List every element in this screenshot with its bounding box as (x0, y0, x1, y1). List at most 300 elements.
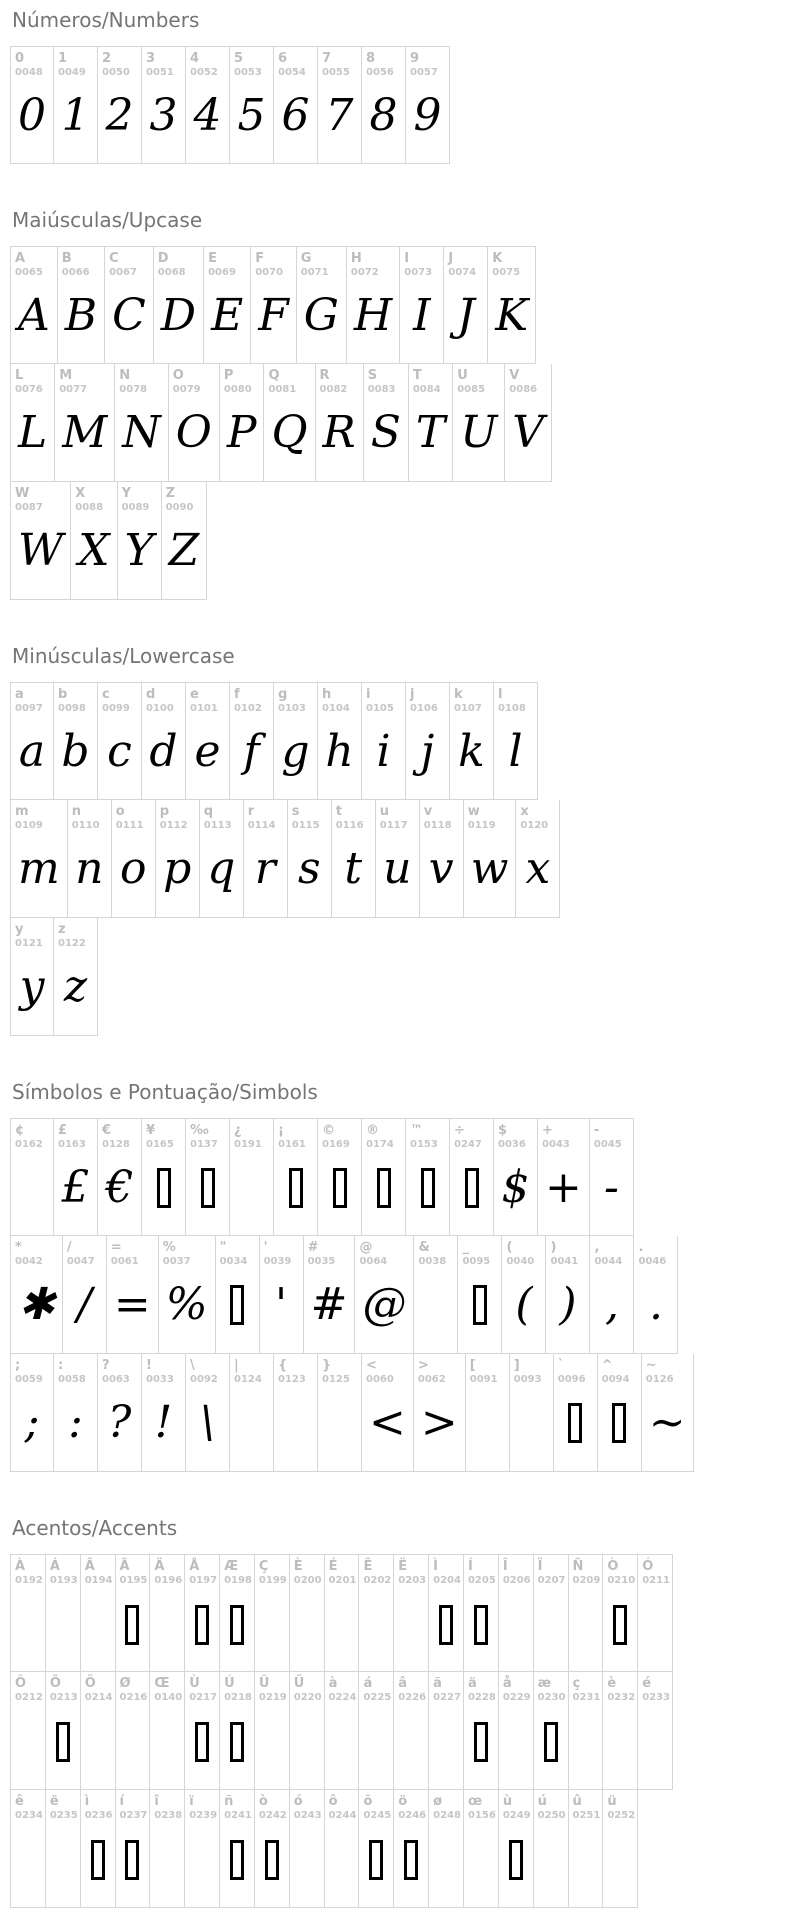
char-code: 0245 (363, 1809, 392, 1821)
char-cell (290, 1672, 325, 1790)
char-code: 0201 (328, 1574, 357, 1586)
char-cell (10, 1354, 54, 1472)
char-label: k (454, 687, 463, 702)
glyph-area (46, 1822, 80, 1907)
char-label: œ (467, 1794, 483, 1809)
char-glyph: / (76, 1279, 92, 1331)
char-cell-header (394, 1555, 428, 1587)
char-label: Y (121, 486, 131, 501)
char-cell-header (554, 1354, 597, 1386)
char-label: Ú (224, 1676, 235, 1691)
glyph-area (11, 514, 70, 599)
char-cell (186, 1354, 230, 1472)
glyph-area (220, 1587, 254, 1671)
char-cell (499, 1790, 534, 1908)
char-label: C (109, 251, 119, 266)
missing-glyph-box (509, 1840, 523, 1880)
char-code: 0162 (15, 1138, 43, 1150)
glyph-area (260, 1268, 303, 1353)
glyph-area (376, 832, 419, 917)
empty-glyph (302, 1605, 312, 1645)
font-section (10, 1080, 810, 1472)
empty-glyph (162, 1722, 172, 1762)
missing-glyph-box (289, 1168, 303, 1208)
char-cell-header (603, 1790, 637, 1822)
char-cell-header (510, 1354, 553, 1386)
glyph-area (11, 715, 53, 799)
char-label: V (509, 368, 520, 383)
char-code: 0237 (119, 1809, 148, 1821)
char-cell-header (538, 1119, 589, 1151)
char-cell (359, 1790, 394, 1908)
char-code: 0055 (322, 66, 350, 78)
glyph-area (216, 1268, 259, 1353)
glyph-area (204, 279, 250, 363)
char-code: 0216 (119, 1691, 148, 1703)
glyph-area (429, 1704, 463, 1789)
char-cell-header (255, 1790, 289, 1822)
char-label: Ë (398, 1559, 408, 1574)
char-cell (162, 482, 208, 600)
char-code: 0106 (410, 702, 438, 714)
char-cell-header (400, 247, 443, 279)
glyph-area (394, 1587, 428, 1671)
char-glyph: = (113, 1279, 151, 1331)
char-code: 0105 (366, 702, 394, 714)
glyph-area (200, 832, 243, 917)
char-code: 0086 (509, 383, 538, 395)
glyph-area (429, 1587, 463, 1671)
char-cell-header (185, 1555, 219, 1587)
char-glyph: 0 (18, 89, 46, 141)
char-cell (112, 800, 156, 918)
char-label: a (15, 687, 24, 702)
glyph-area (71, 514, 116, 599)
char-code: 0197 (189, 1574, 218, 1586)
char-label: n (71, 804, 81, 819)
char-code: 0198 (224, 1574, 252, 1586)
glyph-area (274, 1386, 317, 1471)
char-cell (429, 1554, 464, 1672)
char-cell (394, 1672, 429, 1790)
char-cell (318, 1354, 362, 1472)
char-code: 0078 (119, 383, 148, 395)
char-code: 0112 (159, 819, 188, 831)
glyph-area (142, 1151, 185, 1235)
char-cell-header (251, 247, 296, 279)
char-label: / (66, 1240, 72, 1255)
char-cell (603, 1672, 638, 1790)
char-cell (318, 46, 362, 164)
char-cell-header (290, 1790, 324, 1822)
missing-glyph-box (265, 1840, 279, 1880)
glyph-area (546, 1268, 589, 1353)
glyph-area (290, 1822, 324, 1907)
char-label: 3 (146, 51, 156, 66)
empty-glyph (267, 1605, 277, 1645)
char-cell-header (55, 364, 114, 396)
char-label: A (15, 251, 26, 266)
char-code: 0111 (115, 819, 144, 831)
char-cell-header (220, 1672, 254, 1704)
glyph-area (450, 715, 493, 799)
char-cell-header (11, 482, 70, 514)
char-cell-header (255, 1555, 289, 1587)
char-cell (359, 1554, 394, 1672)
char-cell-header (98, 683, 141, 715)
glyph-area (394, 1704, 428, 1789)
char-code: 0228 (467, 1691, 496, 1703)
char-cell (54, 1118, 98, 1236)
char-code: 0070 (255, 266, 284, 278)
char-cell-header (162, 482, 207, 514)
char-cell-header (274, 683, 317, 715)
char-cell-header (54, 918, 97, 950)
glyph-area (429, 1822, 463, 1907)
char-cell-header (347, 247, 399, 279)
glyph-area (274, 715, 317, 799)
char-label: q (203, 804, 214, 819)
glyph-area (464, 832, 516, 917)
char-cell-header (54, 683, 97, 715)
char-label: ò (258, 1794, 268, 1809)
char-glyph: @ (362, 1279, 407, 1331)
char-glyph: d (149, 725, 178, 777)
char-cell (216, 1236, 260, 1354)
char-cell (98, 1354, 142, 1472)
char-cell-header (304, 1236, 355, 1268)
char-cell-header (499, 1790, 533, 1822)
char-label: é (642, 1676, 652, 1691)
empty-glyph (511, 1722, 521, 1762)
glyph-area (362, 1151, 405, 1235)
char-cell-header (332, 800, 375, 832)
char-cell (642, 1354, 694, 1472)
char-label: 1 (58, 51, 68, 66)
char-label: R (319, 368, 330, 383)
char-label: H (350, 251, 362, 266)
glyph-area (81, 1704, 115, 1789)
char-cell-header (142, 1354, 185, 1386)
char-label: Ù (189, 1676, 200, 1691)
char-cell-header (359, 1790, 393, 1822)
char-glyph: U (460, 407, 498, 459)
glyph-area (68, 832, 111, 917)
char-cell-header (359, 1672, 393, 1704)
char-code: 0094 (601, 1373, 630, 1385)
glyph-area (494, 715, 537, 799)
glyph-area (63, 1268, 106, 1353)
char-cell (230, 682, 274, 800)
char-cell-header (464, 800, 516, 832)
char-cell-header (359, 1555, 393, 1587)
char-code: 0210 (607, 1574, 636, 1586)
char-glyph: S (370, 407, 401, 459)
char-label: i (366, 687, 371, 702)
char-cell (116, 1554, 151, 1672)
char-glyph: 7 (325, 89, 354, 141)
char-glyph: s (297, 843, 321, 895)
char-cell (499, 1554, 534, 1672)
char-code: 0207 (537, 1574, 566, 1586)
char-cell-header (11, 1672, 45, 1704)
char-glyph: ! (154, 1397, 173, 1449)
glyph-area (81, 1822, 115, 1907)
missing-glyph-box (125, 1840, 139, 1880)
missing-glyph-box (421, 1168, 435, 1208)
empty-glyph (127, 1722, 137, 1762)
char-cell (400, 246, 444, 364)
glyph-area (318, 1386, 361, 1471)
char-label: $ (498, 1123, 508, 1138)
char-cell (510, 1354, 554, 1472)
char-cell-header (154, 247, 203, 279)
char-cell-header (638, 1555, 672, 1587)
char-code: 0077 (59, 383, 88, 395)
char-label: d (146, 687, 156, 702)
char-label: E (208, 251, 217, 266)
char-cell (332, 800, 376, 918)
char-cell (98, 46, 142, 164)
empty-glyph (27, 1168, 37, 1208)
glyph-area (116, 1822, 150, 1907)
char-cell-header (186, 1354, 229, 1386)
char-cell-header (11, 918, 53, 950)
char-cell-header (230, 1354, 273, 1386)
char-cell-header (394, 1672, 428, 1704)
glyph-area (569, 1704, 603, 1789)
char-code: 0192 (15, 1574, 43, 1586)
char-cell-header (569, 1555, 603, 1587)
char-code: 0034 (219, 1255, 248, 1267)
glyph-area (116, 1587, 150, 1671)
empty-glyph (291, 1403, 301, 1443)
glyph-area (154, 279, 203, 363)
char-label: ® (366, 1123, 379, 1138)
char-cell-header (81, 1555, 115, 1587)
char-cell (10, 482, 71, 600)
char-label: - (593, 1123, 600, 1138)
empty-glyph (302, 1840, 312, 1880)
char-code: 0042 (15, 1255, 43, 1267)
char-label: ó (293, 1794, 303, 1809)
char-glyph: F (258, 289, 289, 341)
char-cell (10, 1554, 46, 1672)
char-cell-header (290, 1672, 324, 1704)
char-cell-header (54, 47, 97, 79)
char-code: 0116 (335, 819, 364, 831)
char-cell-header (505, 364, 551, 396)
char-code: 0067 (109, 266, 137, 278)
missing-glyph-box (474, 1605, 488, 1645)
char-label: ` (557, 1358, 565, 1373)
glyph-area (554, 1386, 597, 1471)
glyph-area (364, 396, 408, 481)
char-cell-header (142, 47, 185, 79)
char-glyph: ✱ (18, 1279, 55, 1331)
char-cell (534, 1790, 569, 1908)
char-cell (429, 1790, 464, 1908)
char-cell (115, 364, 169, 482)
glyph-area (11, 279, 57, 363)
char-cell-header (318, 1119, 361, 1151)
char-label: Ö (84, 1676, 96, 1691)
char-cell (362, 1354, 414, 1472)
char-label: Ì (433, 1559, 438, 1574)
char-label: € (102, 1123, 112, 1138)
char-cell (318, 1118, 362, 1236)
char-cell (325, 1554, 360, 1672)
char-code: 0231 (572, 1691, 601, 1703)
char-cell (186, 46, 230, 164)
char-cell-header (290, 1555, 324, 1587)
char-cell-header (98, 1119, 141, 1151)
empty-glyph (267, 1722, 277, 1762)
char-code: 0191 (234, 1138, 262, 1150)
char-glyph: € (105, 1161, 134, 1213)
char-label: j (410, 687, 415, 702)
char-code: 0246 (398, 1809, 427, 1821)
char-code: 0095 (462, 1255, 491, 1267)
glyph-area (590, 1151, 633, 1235)
char-table (10, 246, 810, 600)
char-label: I (404, 251, 410, 266)
char-code: 0043 (542, 1138, 570, 1150)
char-cell (220, 364, 265, 482)
char-cell (10, 682, 54, 800)
glyph-area (638, 1704, 672, 1789)
char-label: b (58, 687, 68, 702)
char-cell (590, 1118, 634, 1236)
char-row (10, 1790, 638, 1908)
glyph-area (98, 715, 141, 799)
char-label: m (15, 804, 29, 819)
char-glyph: v (428, 843, 454, 895)
char-cell-header (116, 1790, 150, 1822)
char-code: 0204 (433, 1574, 461, 1586)
glyph-area (159, 1268, 215, 1353)
char-cell-header (98, 1354, 141, 1386)
char-label: Ç (258, 1559, 269, 1574)
char-cell (220, 1672, 255, 1790)
char-row (10, 1672, 673, 1790)
char-cell-header (11, 800, 67, 832)
char-label: ^ (601, 1358, 613, 1373)
glyph-area (274, 79, 317, 163)
char-cell (186, 682, 230, 800)
char-code: 0079 (172, 383, 201, 395)
char-code: 0069 (208, 266, 236, 278)
glyph-area (534, 1587, 568, 1671)
char-glyph: I (413, 289, 431, 341)
char-code: 0053 (234, 66, 262, 78)
char-code: 0244 (328, 1809, 357, 1821)
font-section (10, 208, 810, 600)
char-label: ü (607, 1794, 617, 1809)
char-cell-header (325, 1790, 359, 1822)
char-cell (304, 1236, 356, 1354)
char-cell (406, 1118, 450, 1236)
char-code: 0200 (293, 1574, 322, 1586)
char-label: r (247, 804, 255, 819)
glyph-area (11, 1151, 53, 1235)
char-glyph: 1 (61, 89, 90, 141)
char-cell-header (230, 1119, 273, 1151)
char-code: 0195 (119, 1574, 148, 1586)
char-label: 0 (15, 51, 25, 66)
char-cell (376, 800, 420, 918)
char-code: 0037 (162, 1255, 191, 1267)
glyph-area (169, 396, 219, 481)
char-cell (10, 1790, 46, 1908)
char-label: > (417, 1358, 429, 1373)
char-cell (516, 800, 560, 918)
char-glyph: 5 (237, 89, 266, 141)
char-label: J (448, 251, 454, 266)
char-cell-header (107, 1236, 158, 1268)
char-glyph: ~ (648, 1397, 686, 1449)
char-cell (569, 1554, 604, 1672)
glyph-area (150, 1704, 184, 1789)
char-code: 0122 (58, 937, 86, 949)
char-cell (10, 364, 55, 482)
char-cell-header (98, 47, 141, 79)
char-label: F (255, 251, 265, 266)
char-code: 0227 (433, 1691, 461, 1703)
char-label: 7 (322, 51, 332, 66)
char-row (10, 1118, 634, 1236)
char-cell (554, 1354, 598, 1472)
char-cell (569, 1790, 604, 1908)
char-cell (453, 364, 505, 482)
char-cell (502, 1236, 546, 1354)
char-glyph: 3 (149, 89, 178, 141)
missing-glyph-box (568, 1403, 582, 1443)
glyph-area (464, 1587, 498, 1671)
char-code: 0156 (467, 1809, 496, 1821)
char-code: 0212 (15, 1691, 43, 1703)
char-cell (200, 800, 244, 918)
empty-glyph (441, 1840, 451, 1880)
char-code: 0072 (350, 266, 379, 278)
char-cell-header (81, 1672, 115, 1704)
glyph-area (590, 1268, 633, 1353)
char-cell (603, 1790, 638, 1908)
char-glyph: x (525, 843, 551, 895)
char-cell (10, 918, 54, 1036)
char-code: 0199 (258, 1574, 287, 1586)
char-label: ì (84, 1794, 90, 1809)
char-label: u (379, 804, 389, 819)
char-label: Ò (607, 1559, 619, 1574)
char-cell-header (46, 1672, 80, 1704)
char-glyph: 9 (413, 89, 442, 141)
char-code: 0041 (550, 1255, 579, 1267)
char-label: L (15, 368, 24, 383)
glyph-area (510, 1386, 553, 1471)
glyph-area (332, 832, 375, 917)
empty-glyph (580, 1722, 590, 1762)
char-cell (534, 1554, 569, 1672)
glyph-area (290, 1704, 324, 1789)
missing-glyph-box (230, 1722, 244, 1762)
glyph-area (325, 1822, 359, 1907)
char-glyph: o (119, 843, 147, 895)
char-code: 0194 (84, 1574, 113, 1586)
char-code: 0054 (278, 66, 306, 78)
char-cell (264, 364, 315, 482)
glyph-area (156, 832, 199, 917)
